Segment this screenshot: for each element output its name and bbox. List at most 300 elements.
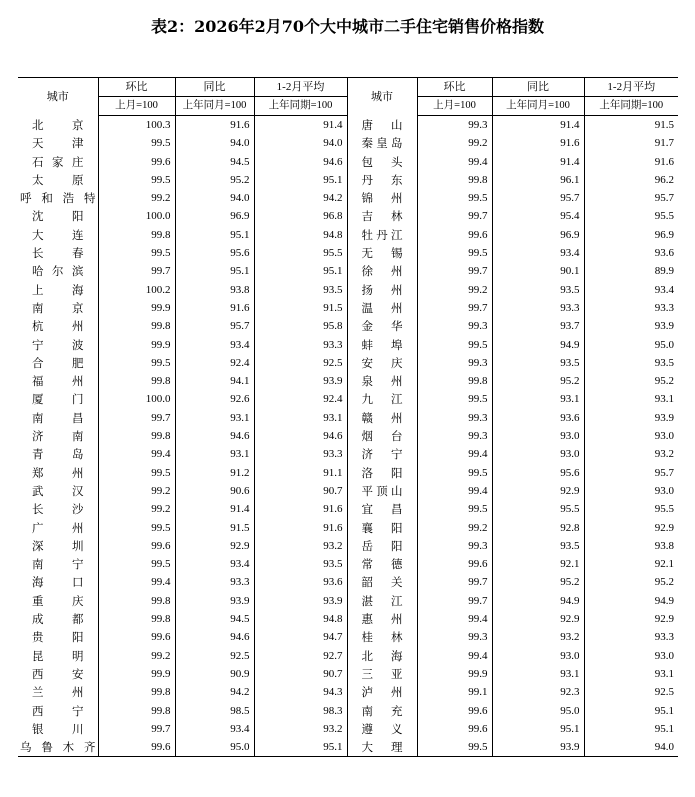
right-city-name: 宜昌 — [347, 500, 417, 518]
left-avg-value: 94.7 — [254, 628, 347, 646]
left-yoy-value: 95.7 — [175, 317, 254, 335]
left-mom-value: 99.7 — [98, 409, 175, 427]
right-yoy-value: 96.1 — [492, 171, 584, 189]
table-row — [18, 647, 678, 665]
right-yoy-value: 92.9 — [492, 610, 584, 628]
left-yoy-value: 93.1 — [175, 409, 254, 427]
left-yoy-value: 93.4 — [175, 720, 254, 738]
left-avg-value: 90.7 — [254, 665, 347, 683]
right-yoy-value: 95.2 — [492, 372, 584, 390]
right-yoy-value: 91.6 — [492, 134, 584, 152]
left-city-name: 南京 — [32, 300, 84, 315]
right-city-name: 赣州 — [347, 409, 417, 427]
right-yoy-value: 93.5 — [492, 354, 584, 372]
left-city-name: 宁波 — [32, 337, 84, 352]
left-yoy-value: 91.2 — [175, 464, 254, 482]
right-avg-value: 95.2 — [584, 573, 678, 591]
right-avg-value: 93.5 — [584, 354, 678, 372]
right-mom-value: 99.5 — [417, 464, 492, 482]
right-city-name: 大理 — [347, 738, 417, 757]
right-city-name: 烟台 — [347, 427, 417, 445]
table-row — [18, 244, 678, 262]
left-yoy-value: 93.4 — [175, 336, 254, 354]
left-avg-value: 94.3 — [254, 683, 347, 701]
table-row — [18, 720, 678, 738]
left-city-name: 大连 — [32, 227, 84, 242]
right-avg-value: 93.1 — [584, 665, 678, 683]
right-avg-value: 93.8 — [584, 537, 678, 555]
right-mom-value: 99.2 — [417, 281, 492, 299]
left-city-name: 太原 — [32, 172, 84, 187]
right-mom-value: 99.7 — [417, 207, 492, 225]
right-mom-value: 99.6 — [417, 720, 492, 738]
left-yoy-value: 94.2 — [175, 683, 254, 701]
left-avg-value: 93.3 — [254, 336, 347, 354]
right-mom-value: 99.3 — [417, 628, 492, 646]
table-row — [18, 153, 678, 171]
right-yoy-value: 95.4 — [492, 207, 584, 225]
left-mom-value: 99.8 — [98, 683, 175, 701]
left-avg-value: 94.2 — [254, 189, 347, 207]
table-row — [18, 683, 678, 701]
left-mom-value: 99.7 — [98, 262, 175, 280]
right-yoy-value: 95.0 — [492, 702, 584, 720]
table-row — [18, 189, 678, 207]
right-avg-value: 93.0 — [584, 482, 678, 500]
left-avg-value: 92.7 — [254, 647, 347, 665]
left-city-name: 石家庄 — [32, 154, 84, 169]
left-avg-value: 92.5 — [254, 354, 347, 372]
left-yoy-value: 90.9 — [175, 665, 254, 683]
table-row — [18, 537, 678, 555]
left-yoy-value: 93.3 — [175, 573, 254, 591]
right-yoy-value: 93.6 — [492, 409, 584, 427]
right-avg-value: 91.5 — [584, 116, 678, 135]
left-city-name: 福州 — [32, 374, 84, 389]
left-city-name: 海口 — [32, 575, 84, 590]
left-avg-value: 91.5 — [254, 299, 347, 317]
right-city-name: 九江 — [347, 390, 417, 408]
left-yoy-value: 94.0 — [175, 134, 254, 152]
right-city-name: 平顶山 — [347, 482, 417, 500]
left-avg-value: 93.3 — [254, 445, 347, 463]
left-city-name: 北京 — [32, 117, 84, 132]
left-avg-value: 93.5 — [254, 281, 347, 299]
left-city-name: 天津 — [32, 136, 84, 151]
right-mom-value: 99.7 — [417, 262, 492, 280]
header-mom-base-right: 上月=100 — [417, 97, 492, 116]
left-avg-value: 91.4 — [254, 116, 347, 135]
right-mom-value: 99.5 — [417, 500, 492, 518]
right-city-name: 锦州 — [347, 189, 417, 207]
left-yoy-value: 91.4 — [175, 500, 254, 518]
left-city-name: 合肥 — [32, 355, 84, 370]
left-city-name: 重庆 — [32, 593, 84, 608]
right-city-name: 泉州 — [347, 372, 417, 390]
right-mom-value: 99.6 — [417, 226, 492, 244]
right-mom-value: 99.7 — [417, 299, 492, 317]
header-yoy-base-right: 上年同月=100 — [492, 97, 584, 116]
right-city-name: 温州 — [347, 299, 417, 317]
table-row — [18, 738, 678, 757]
left-yoy-value: 96.9 — [175, 207, 254, 225]
left-yoy-value: 92.6 — [175, 390, 254, 408]
table-row — [18, 555, 678, 573]
page-title: 表2：2026年2月70个大中城市二手住宅销售价格指数 — [150, 17, 545, 36]
left-city-name: 南昌 — [32, 410, 84, 425]
left-city-name: 长沙 — [32, 502, 84, 517]
left-avg-value: 93.1 — [254, 409, 347, 427]
header-city-right: 城市 — [347, 78, 417, 116]
table-row — [18, 592, 678, 610]
left-mom-value: 100.2 — [98, 281, 175, 299]
table-row — [18, 372, 678, 390]
right-mom-value: 99.7 — [417, 573, 492, 591]
table-row — [18, 281, 678, 299]
left-yoy-value: 94.1 — [175, 372, 254, 390]
table-row — [18, 464, 678, 482]
left-mom-value: 99.2 — [98, 189, 175, 207]
left-avg-value: 94.6 — [254, 153, 347, 171]
left-yoy-value: 94.5 — [175, 153, 254, 171]
right-city-name: 安庆 — [347, 354, 417, 372]
right-mom-value: 99.8 — [417, 171, 492, 189]
table-row — [18, 171, 678, 189]
right-avg-value: 95.7 — [584, 189, 678, 207]
left-mom-value: 99.5 — [98, 464, 175, 482]
right-city-name: 徐州 — [347, 262, 417, 280]
table-row — [18, 390, 678, 408]
left-avg-value: 93.9 — [254, 592, 347, 610]
right-city-name: 蚌埠 — [347, 336, 417, 354]
left-avg-value: 91.6 — [254, 519, 347, 537]
right-avg-value: 96.2 — [584, 171, 678, 189]
price-index-table — [18, 77, 678, 757]
right-yoy-value: 95.7 — [492, 189, 584, 207]
right-mom-value: 99.6 — [417, 555, 492, 573]
right-yoy-value: 94.9 — [492, 336, 584, 354]
right-mom-value: 99.9 — [417, 665, 492, 683]
left-avg-value: 92.4 — [254, 390, 347, 408]
left-mom-value: 99.7 — [98, 720, 175, 738]
right-avg-value: 91.6 — [584, 153, 678, 171]
table-row — [18, 226, 678, 244]
left-yoy-value: 92.4 — [175, 354, 254, 372]
left-mom-value: 99.4 — [98, 573, 175, 591]
left-mom-value: 100.0 — [98, 390, 175, 408]
header-yoy-left: 同比 — [175, 78, 254, 97]
right-mom-value: 99.2 — [417, 519, 492, 537]
left-city-name: 南宁 — [32, 557, 84, 572]
table-row — [18, 207, 678, 225]
right-yoy-value: 93.1 — [492, 390, 584, 408]
right-avg-value: 93.4 — [584, 281, 678, 299]
right-avg-value: 95.2 — [584, 372, 678, 390]
right-yoy-value: 93.5 — [492, 281, 584, 299]
right-yoy-value: 91.4 — [492, 153, 584, 171]
left-avg-value: 94.8 — [254, 226, 347, 244]
left-mom-value: 99.2 — [98, 482, 175, 500]
table-row — [18, 354, 678, 372]
right-city-name: 桂林 — [347, 628, 417, 646]
header-row-1 — [18, 78, 678, 97]
right-avg-value: 95.1 — [584, 720, 678, 738]
right-mom-value: 99.7 — [417, 592, 492, 610]
left-mom-value: 100.3 — [98, 116, 175, 135]
right-city-name: 湛江 — [347, 592, 417, 610]
right-city-name: 吉林 — [347, 207, 417, 225]
table-row — [18, 702, 678, 720]
left-yoy-value: 95.2 — [175, 171, 254, 189]
left-avg-value: 98.3 — [254, 702, 347, 720]
table-row — [18, 299, 678, 317]
left-mom-value: 99.4 — [98, 445, 175, 463]
right-yoy-value: 93.4 — [492, 244, 584, 262]
header-avg-base-left: 上年同期=100 — [254, 97, 347, 116]
left-avg-value: 94.6 — [254, 427, 347, 445]
right-yoy-value: 93.7 — [492, 317, 584, 335]
right-city-name: 北海 — [347, 647, 417, 665]
table-row — [18, 628, 678, 646]
left-mom-value: 99.2 — [98, 500, 175, 518]
right-city-name: 常德 — [347, 555, 417, 573]
left-mom-value: 99.9 — [98, 299, 175, 317]
left-avg-value: 93.5 — [254, 555, 347, 573]
table-row — [18, 610, 678, 628]
right-avg-value: 94.0 — [584, 738, 678, 757]
right-avg-value: 93.0 — [584, 647, 678, 665]
table-row — [18, 519, 678, 537]
left-mom-value: 99.6 — [98, 738, 175, 757]
left-yoy-value: 91.6 — [175, 116, 254, 135]
right-city-name: 包头 — [347, 153, 417, 171]
left-yoy-value: 94.6 — [175, 427, 254, 445]
table-row — [18, 445, 678, 463]
right-mom-value: 99.5 — [417, 189, 492, 207]
right-avg-value: 93.1 — [584, 390, 678, 408]
left-mom-value: 99.9 — [98, 336, 175, 354]
right-yoy-value: 93.3 — [492, 299, 584, 317]
table-row — [18, 262, 678, 280]
table-row — [18, 116, 678, 135]
right-mom-value: 99.6 — [417, 702, 492, 720]
left-yoy-value: 90.6 — [175, 482, 254, 500]
left-avg-value: 93.6 — [254, 573, 347, 591]
left-avg-value: 90.7 — [254, 482, 347, 500]
right-mom-value: 99.4 — [417, 482, 492, 500]
left-yoy-value: 94.0 — [175, 189, 254, 207]
right-mom-value: 99.4 — [417, 647, 492, 665]
left-avg-value: 95.1 — [254, 171, 347, 189]
left-mom-value: 99.2 — [98, 647, 175, 665]
left-yoy-value: 93.9 — [175, 592, 254, 610]
left-avg-value: 96.8 — [254, 207, 347, 225]
right-city-name: 洛阳 — [347, 464, 417, 482]
right-yoy-value: 90.1 — [492, 262, 584, 280]
table-row — [18, 336, 678, 354]
right-yoy-value: 93.0 — [492, 427, 584, 445]
left-city-name: 银川 — [32, 721, 84, 736]
right-city-name: 扬州 — [347, 281, 417, 299]
right-avg-value: 93.2 — [584, 445, 678, 463]
left-yoy-value: 93.8 — [175, 281, 254, 299]
left-yoy-value: 94.5 — [175, 610, 254, 628]
left-mom-value: 99.5 — [98, 244, 175, 262]
table-row — [18, 134, 678, 152]
right-avg-value: 93.9 — [584, 409, 678, 427]
left-city-name: 深圳 — [32, 538, 84, 553]
left-yoy-value: 95.6 — [175, 244, 254, 262]
left-yoy-value: 91.5 — [175, 519, 254, 537]
left-city-name: 长春 — [32, 246, 84, 261]
right-yoy-value: 93.1 — [492, 665, 584, 683]
right-city-name: 无锡 — [347, 244, 417, 262]
right-city-name: 秦皇岛 — [347, 134, 417, 152]
left-city-name: 济南 — [32, 429, 84, 444]
table-row — [18, 409, 678, 427]
left-city-name: 贵阳 — [32, 630, 84, 645]
left-city-name: 厦门 — [32, 392, 84, 407]
right-yoy-value: 92.3 — [492, 683, 584, 701]
left-mom-value: 99.9 — [98, 665, 175, 683]
right-yoy-value: 93.9 — [492, 738, 584, 757]
right-mom-value: 99.8 — [417, 372, 492, 390]
table-row — [18, 500, 678, 518]
right-avg-value: 95.7 — [584, 464, 678, 482]
right-avg-value: 91.7 — [584, 134, 678, 152]
right-yoy-value: 93.0 — [492, 445, 584, 463]
header-mom-right: 环比 — [417, 78, 492, 97]
left-yoy-value: 92.9 — [175, 537, 254, 555]
right-city-name: 丹东 — [347, 171, 417, 189]
right-mom-value: 99.5 — [417, 390, 492, 408]
left-mom-value: 99.5 — [98, 171, 175, 189]
right-city-name: 唐山 — [347, 116, 417, 135]
right-mom-value: 99.3 — [417, 354, 492, 372]
right-mom-value: 99.5 — [417, 336, 492, 354]
right-city-name: 金华 — [347, 317, 417, 335]
left-yoy-value: 93.4 — [175, 555, 254, 573]
right-yoy-value: 91.4 — [492, 116, 584, 135]
left-mom-value: 99.5 — [98, 555, 175, 573]
left-mom-value: 99.8 — [98, 372, 175, 390]
right-yoy-value: 93.2 — [492, 628, 584, 646]
left-city-name: 武汉 — [32, 483, 84, 498]
table-row — [18, 317, 678, 335]
right-avg-value: 92.5 — [584, 683, 678, 701]
left-yoy-value: 92.5 — [175, 647, 254, 665]
left-mom-value: 99.8 — [98, 702, 175, 720]
left-avg-value: 95.8 — [254, 317, 347, 335]
left-yoy-value: 94.6 — [175, 628, 254, 646]
right-yoy-value: 95.2 — [492, 573, 584, 591]
right-city-name: 泸州 — [347, 683, 417, 701]
left-city-name: 青岛 — [32, 447, 84, 462]
left-mom-value: 99.8 — [98, 317, 175, 335]
right-yoy-value: 94.9 — [492, 592, 584, 610]
left-mom-value: 99.5 — [98, 354, 175, 372]
right-mom-value: 99.5 — [417, 244, 492, 262]
right-mom-value: 99.2 — [417, 134, 492, 152]
right-avg-value: 92.1 — [584, 555, 678, 573]
right-mom-value: 99.5 — [417, 738, 492, 757]
left-city-name: 昆明 — [32, 648, 84, 663]
right-city-name: 三亚 — [347, 665, 417, 683]
right-yoy-value: 95.5 — [492, 500, 584, 518]
header-mom-base-left: 上月=100 — [98, 97, 175, 116]
right-yoy-value: 93.0 — [492, 647, 584, 665]
left-yoy-value: 95.0 — [175, 738, 254, 757]
left-mom-value: 99.6 — [98, 628, 175, 646]
header-city-left: 城市 — [18, 78, 98, 116]
right-yoy-value: 92.8 — [492, 519, 584, 537]
left-avg-value: 95.5 — [254, 244, 347, 262]
left-avg-value: 91.1 — [254, 464, 347, 482]
right-yoy-value: 95.6 — [492, 464, 584, 482]
right-avg-value: 93.6 — [584, 244, 678, 262]
left-city-name: 成都 — [32, 612, 84, 627]
left-city-name: 杭州 — [32, 319, 84, 334]
left-city-name: 广州 — [32, 520, 84, 535]
right-mom-value: 99.3 — [417, 537, 492, 555]
left-avg-value: 94.8 — [254, 610, 347, 628]
right-avg-value: 95.1 — [584, 702, 678, 720]
right-yoy-value: 93.5 — [492, 537, 584, 555]
right-avg-value: 95.5 — [584, 500, 678, 518]
table-row — [18, 665, 678, 683]
left-yoy-value: 95.1 — [175, 226, 254, 244]
right-city-name: 遵义 — [347, 720, 417, 738]
right-avg-value: 93.3 — [584, 299, 678, 317]
left-avg-value: 93.2 — [254, 537, 347, 555]
left-city-name: 兰州 — [32, 685, 84, 700]
left-city-name: 哈尔滨 — [32, 264, 84, 279]
left-avg-value: 93.2 — [254, 720, 347, 738]
right-avg-value: 95.5 — [584, 207, 678, 225]
left-city-name: 西宁 — [32, 703, 84, 718]
table-row — [18, 573, 678, 591]
right-city-name: 襄阳 — [347, 519, 417, 537]
right-mom-value: 99.4 — [417, 610, 492, 628]
right-city-name: 南充 — [347, 702, 417, 720]
right-city-name: 牡丹江 — [347, 226, 417, 244]
right-mom-value: 99.4 — [417, 445, 492, 463]
right-city-name: 韶关 — [347, 573, 417, 591]
left-city-name: 呼和浩特 — [20, 191, 96, 206]
left-avg-value: 94.0 — [254, 134, 347, 152]
right-yoy-value: 92.1 — [492, 555, 584, 573]
right-avg-value: 92.9 — [584, 610, 678, 628]
right-avg-value: 93.9 — [584, 317, 678, 335]
right-mom-value: 99.3 — [417, 409, 492, 427]
left-mom-value: 99.5 — [98, 134, 175, 152]
left-city-name: 郑州 — [32, 465, 84, 480]
left-city-name: 上海 — [32, 282, 84, 297]
left-mom-value: 99.8 — [98, 427, 175, 445]
left-avg-value: 95.1 — [254, 738, 347, 757]
left-mom-value: 99.8 — [98, 226, 175, 244]
header-avg-right: 1-2月平均 — [584, 78, 678, 97]
left-yoy-value: 98.5 — [175, 702, 254, 720]
right-city-name: 岳阳 — [347, 537, 417, 555]
right-avg-value: 89.9 — [584, 262, 678, 280]
left-yoy-value: 95.1 — [175, 262, 254, 280]
left-yoy-value: 93.1 — [175, 445, 254, 463]
right-avg-value: 96.9 — [584, 226, 678, 244]
right-city-name: 惠州 — [347, 610, 417, 628]
table-row — [18, 427, 678, 445]
left-city-name: 沈阳 — [32, 209, 84, 224]
